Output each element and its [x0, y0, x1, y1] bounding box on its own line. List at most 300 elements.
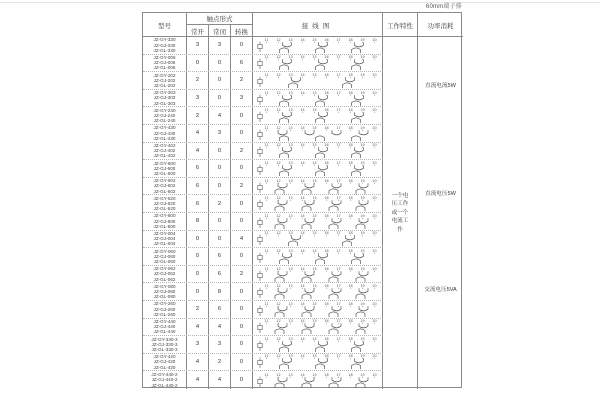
- normally-closed-count: 0: [209, 231, 231, 248]
- model-code: JZ-GL-600: [153, 171, 176, 177]
- svg-text:19: 19: [360, 231, 365, 236]
- svg-text:13: 13: [288, 196, 293, 201]
- wiring-diagram: [253, 231, 383, 248]
- model-code: JZ-GL-060: [153, 259, 176, 265]
- power-consumption-label: 直流电流5W: [425, 83, 456, 89]
- svg-text:17: 17: [336, 248, 341, 253]
- model-cell: [143, 213, 187, 230]
- normally-closed-count: 4: [209, 319, 231, 336]
- svg-text:15: 15: [312, 37, 317, 42]
- svg-text:11: 11: [264, 336, 269, 341]
- working-characteristics-text: 一个电压工作或一个电流工作: [391, 192, 409, 233]
- normally-closed-count: 0: [209, 178, 231, 195]
- model-code: JZ-GJ-202: [153, 77, 176, 83]
- table-row: [143, 107, 383, 125]
- model-code: JZ-GY-600: [153, 160, 176, 166]
- changeover-count: 0: [231, 125, 253, 142]
- svg-text:20: 20: [372, 37, 377, 42]
- svg-text:18: 18: [348, 284, 353, 289]
- svg-text:11: 11: [264, 248, 269, 253]
- model-code: JZ-GL-602: [153, 188, 176, 194]
- svg-text:18: 18: [348, 196, 353, 201]
- normally-closed-count: 6: [209, 248, 231, 265]
- svg-text:18: 18: [348, 108, 353, 113]
- table-row: [143, 195, 383, 213]
- changeover-count: 4: [231, 231, 253, 248]
- svg-text:17: 17: [336, 336, 341, 341]
- table-row: [143, 90, 383, 108]
- table-row: [143, 143, 383, 161]
- model-code: JZ-GL-260: [153, 311, 176, 317]
- table-row: [143, 160, 383, 178]
- svg-text:12: 12: [276, 266, 281, 271]
- model-code: JZ-GL-420: [153, 364, 176, 370]
- svg-text:13: 13: [288, 72, 293, 77]
- normally-open-count: 6: [187, 195, 209, 212]
- wiring-diagram: [253, 90, 383, 107]
- header-power-consumption: 功率消耗: [427, 22, 454, 30]
- svg-text:11: 11: [264, 55, 269, 60]
- model-code: JZ-GY-240: [153, 107, 176, 113]
- svg-text:12: 12: [276, 336, 281, 341]
- model-code: JZ-GJ-420: [153, 359, 176, 365]
- normally-open-count: 4: [187, 143, 209, 160]
- svg-text:13: 13: [288, 143, 293, 148]
- svg-text:20: 20: [372, 160, 377, 165]
- svg-text:11: 11: [264, 90, 269, 95]
- svg-text:14: 14: [300, 284, 305, 289]
- svg-text:17: 17: [336, 90, 341, 95]
- svg-text:16: 16: [324, 354, 329, 359]
- normally-closed-count: 0: [209, 160, 231, 177]
- normally-closed-count: 4: [209, 371, 231, 389]
- changeover-count: 0: [231, 301, 253, 318]
- svg-text:19: 19: [360, 125, 365, 130]
- model-code: JZ-GJ-240: [153, 113, 176, 119]
- model-code: JZ-GY-260: [153, 301, 176, 307]
- svg-text:18: 18: [348, 231, 353, 236]
- model-code: JZ-GY-062: [153, 266, 176, 272]
- model-code: JZ-GJ-602: [153, 183, 176, 189]
- svg-text:17: 17: [336, 108, 341, 113]
- normally-open-count: 0: [187, 283, 209, 300]
- model-code: JZ-GL-303: [153, 100, 176, 106]
- svg-text:20: 20: [372, 319, 377, 324]
- svg-text:20: 20: [372, 284, 377, 289]
- changeover-count: 6: [231, 55, 253, 72]
- svg-text:19: 19: [360, 178, 365, 183]
- svg-text:18: 18: [348, 143, 353, 148]
- model-cell: [143, 55, 187, 72]
- normally-closed-count: 3: [209, 336, 231, 353]
- model-cell: [143, 90, 187, 107]
- power-consumption-cell: [418, 37, 463, 389]
- changeover-count: 0: [231, 283, 253, 300]
- svg-text:18: 18: [348, 319, 353, 324]
- model-code: JZ-GJ-620: [153, 201, 176, 207]
- table-body: [143, 37, 383, 389]
- wiring-diagram: [253, 266, 383, 283]
- model-cell: [143, 125, 187, 142]
- svg-text:19: 19: [360, 90, 365, 95]
- svg-text:18: 18: [348, 55, 353, 60]
- svg-text:20: 20: [372, 178, 377, 183]
- svg-text:15: 15: [312, 90, 317, 95]
- svg-text:14: 14: [300, 72, 305, 77]
- normally-open-count: 3: [187, 37, 209, 54]
- table-row: [143, 55, 383, 73]
- changeover-count: 0: [231, 319, 253, 336]
- svg-text:16: 16: [324, 37, 329, 42]
- svg-text:15: 15: [312, 336, 317, 341]
- svg-text:13: 13: [288, 372, 293, 377]
- svg-text:20: 20: [372, 301, 377, 306]
- svg-text:18: 18: [348, 160, 353, 165]
- model-code: JZ-GJ-600: [153, 165, 176, 171]
- model-cell: [143, 336, 187, 353]
- normally-closed-count: 3: [209, 37, 231, 54]
- changeover-count: 2: [231, 178, 253, 195]
- svg-text:20: 20: [372, 336, 377, 341]
- model-code: JZ-GL-800: [153, 223, 176, 229]
- svg-text:13: 13: [288, 336, 293, 341]
- svg-text:19: 19: [360, 248, 365, 253]
- svg-text:20: 20: [372, 372, 377, 377]
- normally-closed-count: 8: [209, 283, 231, 300]
- svg-text:12: 12: [276, 284, 281, 289]
- model-code: JZ-GL-330: [153, 47, 176, 53]
- svg-text:17: 17: [336, 301, 341, 306]
- svg-text:13: 13: [288, 301, 293, 306]
- svg-text:16: 16: [324, 319, 329, 324]
- header-model: 型号: [143, 13, 187, 37]
- svg-text:16: 16: [324, 90, 329, 95]
- svg-text:11: 11: [264, 72, 269, 77]
- wiring-diagram: [253, 283, 383, 300]
- wiring-diagram: [253, 301, 383, 318]
- svg-text:14: 14: [300, 319, 305, 324]
- model-code: JZ-GY-402: [153, 143, 176, 149]
- table-row: [143, 319, 383, 337]
- svg-text:13: 13: [288, 319, 293, 324]
- normally-open-count: 2: [187, 301, 209, 318]
- wiring-diagram: [253, 125, 383, 142]
- svg-text:19: 19: [360, 37, 365, 42]
- svg-text:19: 19: [360, 55, 365, 60]
- svg-text:11: 11: [264, 37, 269, 42]
- normally-closed-count: 0: [209, 213, 231, 230]
- table-row: [143, 266, 383, 284]
- svg-text:18: 18: [348, 213, 353, 218]
- model-code: JZ-GY-440-2: [151, 372, 178, 378]
- normally-open-count: 6: [187, 160, 209, 177]
- svg-text:13: 13: [288, 213, 293, 218]
- model-cell: [143, 160, 187, 177]
- svg-text:11: 11: [264, 231, 269, 236]
- svg-text:17: 17: [336, 178, 341, 183]
- svg-text:12: 12: [276, 90, 281, 95]
- svg-text:12: 12: [276, 301, 281, 306]
- svg-text:14: 14: [300, 354, 305, 359]
- model-cell: [143, 371, 187, 389]
- normally-closed-count: 0: [209, 143, 231, 160]
- svg-text:12: 12: [276, 213, 281, 218]
- svg-text:18: 18: [348, 125, 353, 130]
- header-normally-closed: 常闭: [209, 25, 231, 37]
- model-cell: [143, 195, 187, 212]
- model-cell: [143, 319, 187, 336]
- svg-text:17: 17: [336, 72, 341, 77]
- svg-text:13: 13: [288, 284, 293, 289]
- svg-text:20: 20: [372, 196, 377, 201]
- svg-text:18: 18: [348, 37, 353, 42]
- model-code: JZ-GJ-330-3: [151, 341, 178, 347]
- svg-text:13: 13: [288, 248, 293, 253]
- svg-text:20: 20: [372, 248, 377, 253]
- wiring-diagram: [253, 248, 383, 265]
- svg-text:14: 14: [300, 178, 305, 183]
- svg-text:14: 14: [300, 108, 305, 113]
- normally-open-count: 0: [187, 266, 209, 283]
- model-code: JZ-GY-303: [153, 90, 176, 96]
- wiring-diagram: [253, 336, 383, 353]
- svg-text:20: 20: [372, 108, 377, 113]
- svg-text:11: 11: [264, 143, 269, 148]
- wiring-diagram: [253, 143, 383, 160]
- working-characteristics-cell: [383, 37, 418, 389]
- svg-text:17: 17: [336, 354, 341, 359]
- normally-open-count: 4: [187, 125, 209, 142]
- wiring-diagram: [253, 160, 383, 177]
- svg-text:14: 14: [300, 231, 305, 236]
- model-code: JZ-GJ-440-2: [151, 377, 178, 383]
- table-row: [143, 213, 383, 231]
- header-wiring-diagram: 接线图: [253, 13, 383, 37]
- svg-text:12: 12: [276, 160, 281, 165]
- table-row: [143, 283, 383, 301]
- model-code: JZ-GL-440: [153, 329, 176, 335]
- model-code: JZ-GY-202: [153, 72, 176, 78]
- svg-text:14: 14: [300, 301, 305, 306]
- svg-text:19: 19: [360, 72, 365, 77]
- svg-text:11: 11: [264, 266, 269, 271]
- svg-text:16: 16: [324, 178, 329, 183]
- model-code: JZ-GL-402: [153, 153, 176, 159]
- normally-open-count: 6: [187, 178, 209, 195]
- svg-text:18: 18: [348, 354, 353, 359]
- normally-closed-count: 0: [209, 72, 231, 89]
- svg-text:16: 16: [324, 108, 329, 113]
- normally-closed-count: 0: [209, 90, 231, 107]
- model-code: JZ-GY-440: [153, 318, 176, 324]
- normally-open-count: 4: [187, 319, 209, 336]
- wiring-diagram: [253, 178, 383, 195]
- model-code: JZ-GJ-062: [153, 271, 176, 277]
- svg-text:14: 14: [300, 196, 305, 201]
- wiring-diagram: [253, 195, 383, 212]
- svg-text:19: 19: [360, 319, 365, 324]
- table-row: [143, 37, 383, 55]
- relay-spec-table: [142, 12, 462, 388]
- svg-text:19: 19: [360, 196, 365, 201]
- svg-text:14: 14: [300, 143, 305, 148]
- svg-text:20: 20: [372, 72, 377, 77]
- model-code: JZ-GY-006: [153, 55, 176, 61]
- model-code: JZ-GL-620: [153, 206, 176, 212]
- svg-text:20: 20: [372, 125, 377, 130]
- svg-text:13: 13: [288, 37, 293, 42]
- svg-text:12: 12: [276, 72, 281, 77]
- svg-text:15: 15: [312, 354, 317, 359]
- svg-text:14: 14: [300, 336, 305, 341]
- normally-closed-count: 6: [209, 301, 231, 318]
- svg-text:15: 15: [312, 213, 317, 218]
- svg-text:20: 20: [372, 90, 377, 95]
- svg-text:16: 16: [324, 55, 329, 60]
- model-cell: [143, 248, 187, 265]
- changeover-count: 2: [231, 266, 253, 283]
- svg-text:14: 14: [300, 37, 305, 42]
- svg-text:12: 12: [276, 319, 281, 324]
- normally-open-count: 2: [187, 72, 209, 89]
- svg-text:18: 18: [348, 90, 353, 95]
- model-code: JZ-GL-004: [153, 241, 176, 247]
- normally-closed-count: 6: [209, 266, 231, 283]
- svg-text:12: 12: [276, 196, 281, 201]
- normally-closed-count: 2: [209, 354, 231, 371]
- svg-text:13: 13: [288, 160, 293, 165]
- svg-text:15: 15: [312, 72, 317, 77]
- svg-text:11: 11: [264, 372, 269, 377]
- svg-text:15: 15: [312, 108, 317, 113]
- model-cell: [143, 266, 187, 283]
- svg-text:20: 20: [372, 354, 377, 359]
- table-row: [143, 354, 383, 372]
- model-cell: [143, 178, 187, 195]
- svg-text:11: 11: [264, 284, 269, 289]
- changeover-count: 0: [231, 37, 253, 54]
- svg-text:19: 19: [360, 213, 365, 218]
- changeover-count: 0: [231, 354, 253, 371]
- header-changeover: 转换: [231, 25, 253, 37]
- model-code: JZ-GY-430: [153, 125, 176, 131]
- svg-text:16: 16: [324, 266, 329, 271]
- normally-open-count: 2: [187, 107, 209, 124]
- svg-text:15: 15: [312, 248, 317, 253]
- table-row: [143, 371, 383, 389]
- model-cell: [143, 354, 187, 371]
- wiring-diagram: [253, 107, 383, 124]
- model-code: JZ-GJ-303: [153, 95, 176, 101]
- svg-text:19: 19: [360, 372, 365, 377]
- wiring-diagram: [253, 319, 383, 336]
- normally-open-count: 4: [187, 371, 209, 389]
- svg-text:15: 15: [312, 160, 317, 165]
- wiring-diagram: [253, 213, 383, 230]
- model-code: JZ-GJ-004: [153, 236, 176, 242]
- svg-text:15: 15: [312, 372, 317, 377]
- svg-text:17: 17: [336, 266, 341, 271]
- svg-text:15: 15: [312, 319, 317, 324]
- svg-text:12: 12: [276, 143, 281, 148]
- svg-text:16: 16: [324, 160, 329, 165]
- svg-text:11: 11: [264, 301, 269, 306]
- svg-text:17: 17: [336, 372, 341, 377]
- svg-text:18: 18: [348, 178, 353, 183]
- table-row: [143, 301, 383, 319]
- power-consumption-label: 直流电压5W: [425, 191, 456, 197]
- table-row: [143, 125, 383, 143]
- model-cell: [143, 107, 187, 124]
- svg-text:16: 16: [324, 125, 329, 130]
- svg-text:16: 16: [324, 284, 329, 289]
- svg-text:19: 19: [360, 354, 365, 359]
- svg-text:16: 16: [324, 372, 329, 377]
- model-code: JZ-GJ-800: [153, 218, 176, 224]
- svg-text:20: 20: [372, 231, 377, 236]
- model-code: JZ-GJ-260: [153, 306, 176, 312]
- changeover-count: 0: [231, 371, 253, 389]
- header-contact-form: 触点形式: [187, 13, 253, 25]
- svg-text:18: 18: [348, 248, 353, 253]
- normally-closed-count: 0: [209, 55, 231, 72]
- svg-text:15: 15: [312, 266, 317, 271]
- page-top-hairline: [0, 2, 600, 3]
- normally-open-count: 0: [187, 248, 209, 265]
- model-code: JZ-GJ-402: [153, 148, 176, 154]
- svg-text:12: 12: [276, 55, 281, 60]
- model-code: JZ-GY-330-3: [151, 336, 178, 342]
- svg-text:11: 11: [264, 160, 269, 165]
- svg-text:11: 11: [264, 319, 269, 324]
- model-code: JZ-GL-430: [153, 135, 176, 141]
- changeover-count: 0: [231, 248, 253, 265]
- svg-text:19: 19: [360, 160, 365, 165]
- normally-open-count: 3: [187, 336, 209, 353]
- svg-text:19: 19: [360, 301, 365, 306]
- normally-open-count: 3: [187, 90, 209, 107]
- svg-text:14: 14: [300, 266, 305, 271]
- changeover-count: 0: [231, 336, 253, 353]
- svg-text:17: 17: [336, 55, 341, 60]
- svg-text:14: 14: [300, 160, 305, 165]
- normally-open-count: 8: [187, 213, 209, 230]
- svg-text:15: 15: [312, 196, 317, 201]
- model-code: JZ-GY-620: [153, 195, 176, 201]
- svg-text:17: 17: [336, 284, 341, 289]
- normally-open-count: 4: [187, 354, 209, 371]
- svg-text:12: 12: [276, 231, 281, 236]
- normally-open-count: 0: [187, 231, 209, 248]
- svg-text:16: 16: [324, 336, 329, 341]
- svg-text:16: 16: [324, 301, 329, 306]
- header-working-characteristics: 工作特性: [383, 13, 418, 37]
- power-consumption-label: 交流电压5VA: [424, 287, 457, 293]
- svg-text:12: 12: [276, 372, 281, 377]
- wiring-diagram: [253, 55, 383, 72]
- model-cell: [143, 231, 187, 248]
- svg-text:15: 15: [312, 178, 317, 183]
- model-cell: [143, 143, 187, 160]
- model-code: JZ-GY-080: [153, 283, 176, 289]
- wiring-diagram: [253, 37, 383, 54]
- svg-text:14: 14: [300, 125, 305, 130]
- model-code: JZ-GY-420: [153, 354, 176, 360]
- table-row: [143, 231, 383, 249]
- changeover-count: 0: [231, 195, 253, 212]
- svg-text:16: 16: [324, 196, 329, 201]
- svg-text:12: 12: [276, 125, 281, 130]
